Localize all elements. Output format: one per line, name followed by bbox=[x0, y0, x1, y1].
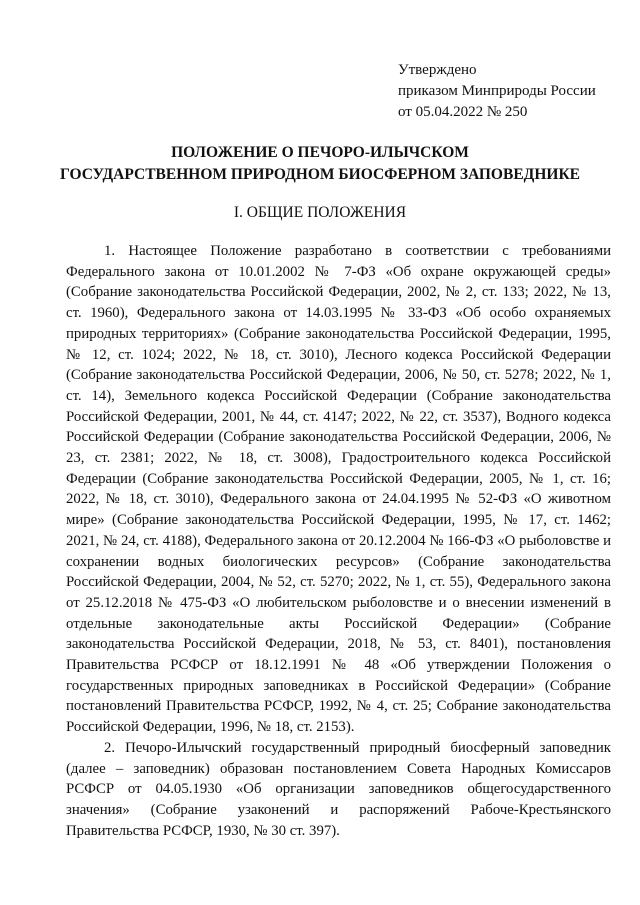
approval-line-date-number: от 05.04.2022 № 250 bbox=[398, 104, 528, 120]
approval-stamp bbox=[398, 60, 596, 123]
document-title bbox=[40, 142, 600, 186]
approval-line-approved: Утверждено bbox=[398, 62, 477, 78]
title-line-1: ПОЛОЖЕНИЕ О ПЕЧОРО-ИЛЫЧСКОМ bbox=[171, 144, 469, 161]
section-heading: I. ОБЩИЕ ПОЛОЖЕНИЯ bbox=[233, 204, 407, 221]
title-line-2: ГОСУДАРСТВЕННОМ ПРИРОДНОМ БИОСФЕРНОМ ЗАПОВЕДНИКЕ bbox=[59, 166, 581, 183]
paragraph-2: 2. Печоро-Илычский государственный природный биосферный заповедник (далее – заповедник) образован постановлением Совета Народных Комиссаров РСФСР от 04.05.1930 «Об организации заповедников общегосударственного значения» (Собрание узаконений и распоряжений Рабоче-Крестьянского Правительства РСФСР, 1930, № 30 ст. 397). bbox=[66, 739, 611, 839]
paragraph-1: 1. Настоящее Положение разработано в соответствии с требованиями Федерального закона от 10.01.2002 № 7-ФЗ «Об охране окружающей среды» (Собрание законодательства Российской Федерации, 2002, № 2, ст. 133; 2022, № 13, ст. 1960), Федерального закона от 14.03.1995 № 33-ФЗ «Об особо охраняемых природных территориях» (Собрание законодательства Российской Федерации, 1995, № 12, ст. 1024; 2022, № 18, ст. 3010), Лесного кодекса Российской Федерации (Собрание законодательства Российской Федерации, 2006, № 50, ст. 5278; 2022, № 1, ст. 14), Земельного кодекса Российской Федерации (Собрание законодательства Российской Федерации, 2001, № 44, ст. 4147; 2022, № 22, ст. 3537), Водного кодекса Российской Федерации (Собрание законодательства Российской Федерации, 2006, № 23, ст. 2381; 2022, № 18, ст. 3008), Градостроительного кодекса Российской Федерации (Собрание законодательства Российской Федерации, 2005, № 1, ст. 16; 2022, № 18, ст. 3010), Федерального закона от 24.04.1995 № 52-ФЗ «О животном мире» (Собрание законодательства Российской Федерации, 1995, № 17, ст. 1462; 2021, № 24, ст. 4188), Федерального закона от 20.12.2004 № 166-ФЗ «О рыболовстве и сохранении водных биологических ресурсов» (Собрание законодательства Российской Федерации, 2004, № 52, ст. 5270; 2022, № 1, ст. 55), Федерального закона от 25.12.2018 № 475-ФЗ «О любительском рыболовстве и о внесении изменений в отдельные законодательные акты Российской Федерации» (Собрание законодательства Российской Федерации, 2018, № 53, ст. 8401), постановления Правительства РСФСР от 18.12.1991 № 48 «Об утверждении Положения о государственных природных заповедниках в Российской Федерации» (Собрание постановлений Правительства РСФСР, 1992, № 4, ст. 25; Собрание законодательства Российской Федерации, 1996, № 18, ст. 2153). bbox=[66, 243, 611, 736]
approval-line-order: приказом Минприроды России bbox=[398, 83, 596, 99]
document-body bbox=[66, 241, 611, 841]
